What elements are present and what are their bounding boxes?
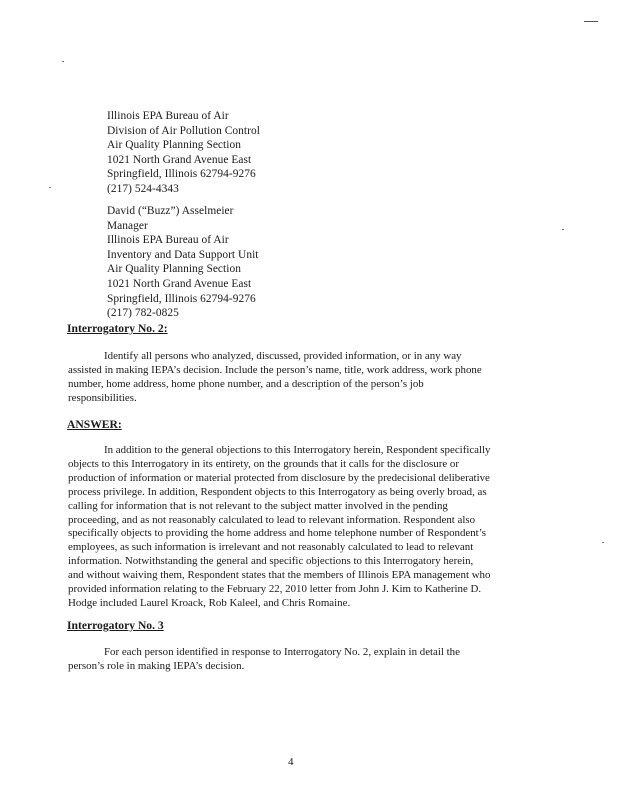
scan-speck bbox=[49, 187, 51, 188]
paragraph-line: employees, as such information is irrelevant and not reasonably calculated to lead to relevant bbox=[68, 541, 474, 554]
address-line: Illinois EPA Bureau of Air bbox=[107, 110, 229, 122]
interrogatory-2-heading: Interrogatory No. 2: bbox=[67, 322, 168, 335]
paragraph-line: and without waiving them, Respondent states that the members of Illinois EPA management who bbox=[68, 569, 491, 582]
paragraph-line: For each person identified in response to Interrogatory No. 2, explain in detail the bbox=[104, 646, 460, 658]
paragraph-line: objects to this Interrogatory in its entirety, on the grounds that it calls for the disclosure or bbox=[68, 457, 459, 470]
paragraph-line: responsibilities. bbox=[68, 391, 137, 404]
scan-speck bbox=[62, 61, 64, 62]
paragraph-line: person’s role in making IEPA’s decision. bbox=[68, 659, 245, 672]
address-block-manager bbox=[107, 204, 259, 321]
scan-speck bbox=[602, 542, 604, 543]
paragraph-line: specifically objects to providing the home address and home telephone number of Respondent’s bbox=[68, 527, 486, 540]
paragraph-line: provided information relating to the February 22, 2010 letter from John J. Kim to Katherine D. bbox=[68, 583, 482, 596]
scan-mark bbox=[584, 21, 598, 22]
interrogatory-3-heading: Interrogatory No. 3 bbox=[67, 619, 164, 632]
address-line: Manager bbox=[107, 219, 148, 232]
address-line: Division of Air Pollution Control bbox=[107, 124, 260, 137]
address-line: Air Quality Planning Section bbox=[107, 263, 241, 276]
scan-speck bbox=[562, 229, 564, 230]
paragraph-line: proceeding, and as not reasonably calculated to lead to relevant information. Respondent also bbox=[68, 513, 476, 526]
answer-text bbox=[68, 444, 546, 611]
address-line: Springfield, Illinois 62794-9276 bbox=[107, 168, 256, 181]
address-line: (217) 524-4343 bbox=[107, 182, 179, 195]
address-line: David (“Buzz”) Asselmeier bbox=[107, 205, 234, 217]
paragraph-line: assisted in making IEPA’s decision. Include the person’s name, title, work address, work phone bbox=[68, 363, 482, 376]
paragraph-line: information. Notwithstanding the general and specific objections to this Interrogatory herein, bbox=[68, 555, 474, 568]
address-block-bureau bbox=[107, 109, 260, 197]
address-line: 1021 North Grand Avenue East bbox=[107, 153, 252, 166]
paragraph-line: calling for information that is not relevant to the subject matter involved in the pending bbox=[68, 499, 448, 512]
address-line: Inventory and Data Support Unit bbox=[107, 248, 259, 261]
paragraph-line: production of information or material protected from disclosure by the predecisional deliberative bbox=[68, 471, 490, 484]
paragraph-line: number, home address, home phone number, and a description of the person’s job bbox=[68, 377, 424, 390]
answer-heading: ANSWER: bbox=[67, 418, 122, 431]
interrogatory-3-text bbox=[68, 646, 546, 674]
paragraph-line: Identify all persons who analyzed, discussed, provided information, or in any way bbox=[104, 350, 462, 362]
page-number: 4 bbox=[288, 756, 294, 768]
paragraph-line: process privilege. In addition, Respondent objects to this Interrogatory as being overly broad, as bbox=[68, 485, 487, 498]
address-line: Illinois EPA Bureau of Air bbox=[107, 234, 229, 247]
address-line: Springfield, Illinois 62794-9276 bbox=[107, 292, 256, 305]
paragraph-line: In addition to the general objections to this Interrogatory herein, Respondent specifically bbox=[104, 444, 491, 456]
address-line: 1021 North Grand Avenue East bbox=[107, 277, 252, 290]
paragraph-line: Hodge included Laurel Kroack, Rob Kaleel, and Chris Romaine. bbox=[68, 596, 351, 609]
address-line: Air Quality Planning Section bbox=[107, 139, 241, 152]
interrogatory-2-text bbox=[68, 350, 546, 406]
address-line: (217) 782-0825 bbox=[107, 307, 179, 320]
